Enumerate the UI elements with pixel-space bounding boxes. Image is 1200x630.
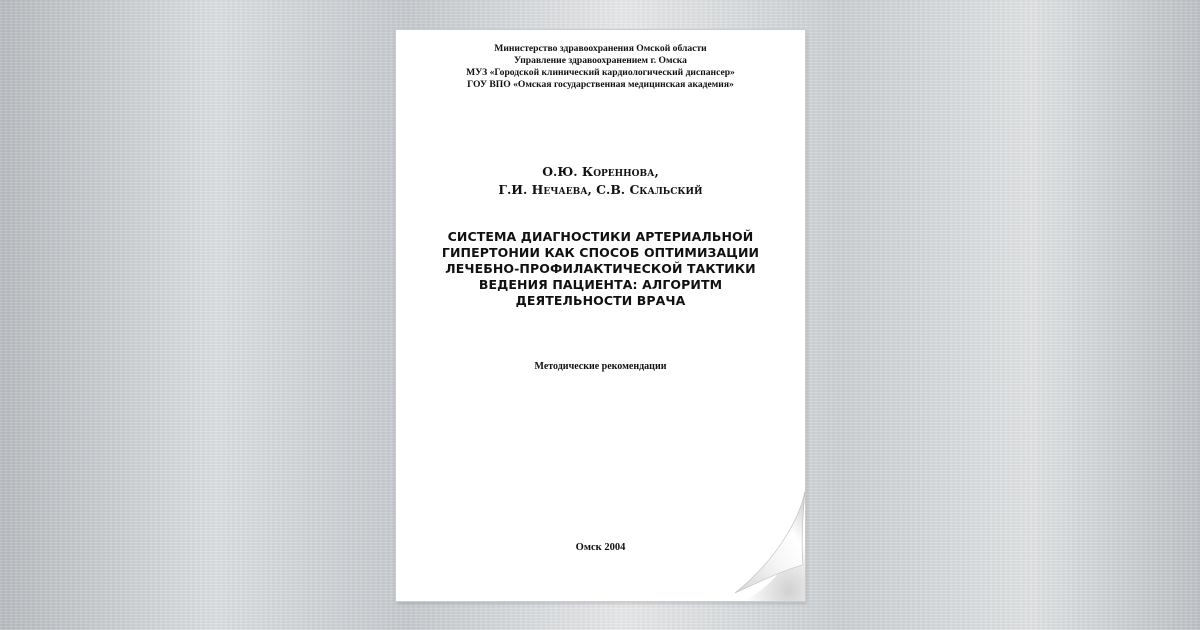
author-line-1: О.Ю. Кореннова, [542, 164, 659, 179]
authors [396, 163, 805, 199]
document-page [396, 30, 805, 601]
institution-header [396, 43, 805, 91]
document-title [396, 229, 805, 309]
title-line-4: ВЕДЕНИЯ ПАЦИЕНТА: АЛГОРИТМ [478, 277, 723, 292]
title-line-5: ДЕЯТЕЛЬНОСТИ ВРАЧА [515, 293, 686, 308]
title-line-1: СИСТЕМА ДИАГНОСТИКИ АРТЕРИАЛЬНОЙ [447, 229, 754, 244]
page-curl-decoration [715, 491, 805, 601]
header-line-health-department: Управление здравоохранением г. Омска [514, 55, 687, 66]
title-line-2: ГИПЕРТОНИИ КАК СПОСОБ ОПТИМИЗАЦИИ [441, 245, 760, 260]
header-line-ministry: Министерство здравоохранения Омской области [494, 43, 707, 54]
title-line-3: ЛЕЧЕБНО-ПРОФИЛАКТИЧЕСКОЙ ТАКТИКИ [445, 261, 756, 276]
header-line-cardiology-dispensary: МУЗ «Городской клинический кардиологический диспансер» [466, 67, 735, 78]
imprint-city-year: Омск 2004 [575, 542, 626, 553]
header-line-medical-academy: ГОУ ВПО «Омская государственная медицинская академия» [467, 79, 734, 90]
document-subtitle: Методические рекомендации [534, 361, 667, 372]
author-line-2: Г.И. Нечаева, С.В. Скальский [498, 182, 703, 197]
